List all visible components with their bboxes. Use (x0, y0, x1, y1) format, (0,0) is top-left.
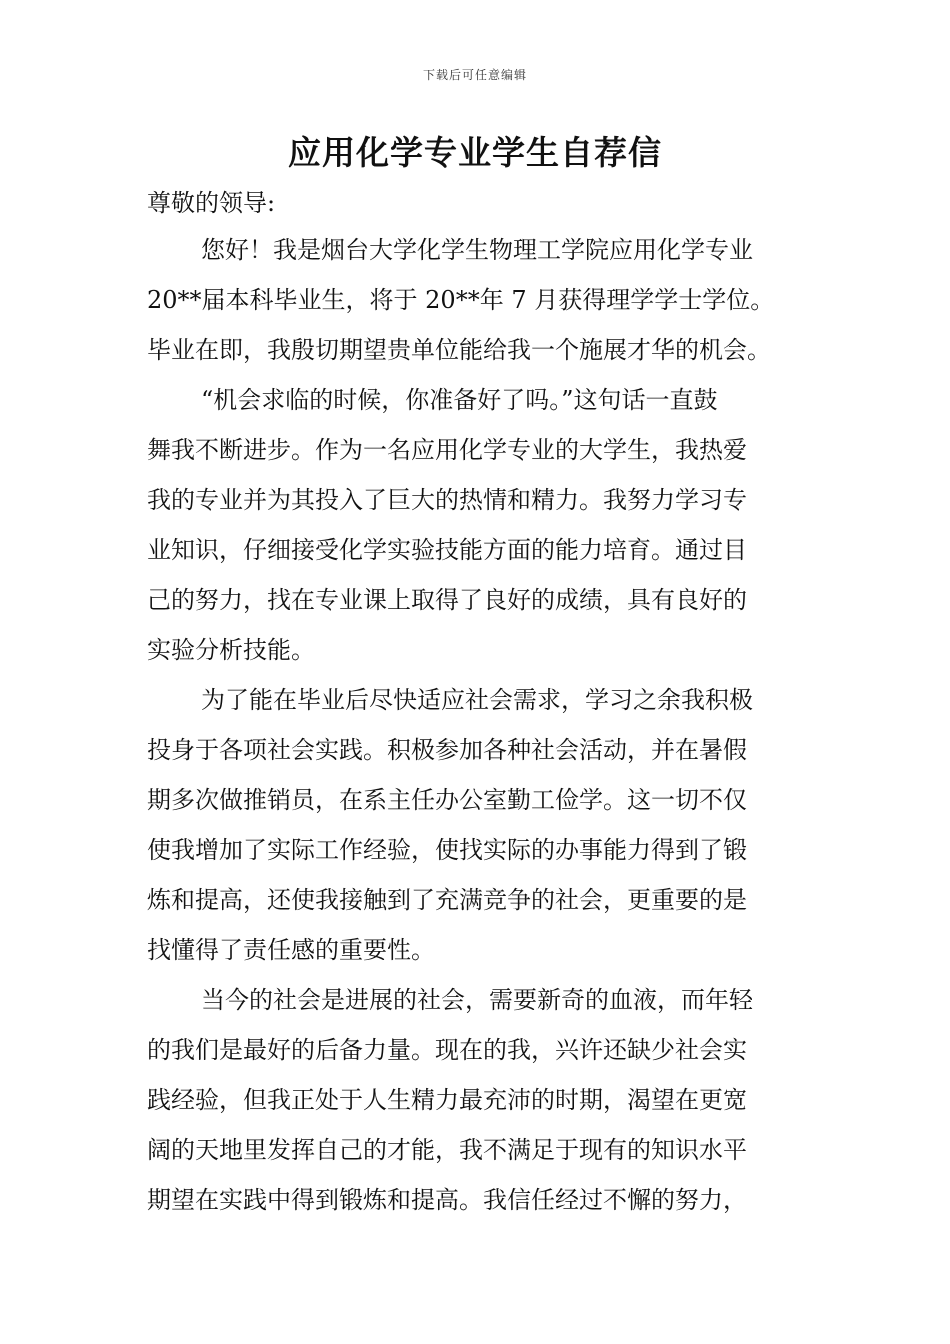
paragraph-line: 践经验，但我正处于人生精力最充沛的时期，渴望在更宽 (147, 1086, 747, 1114)
paragraph-line: 使我增加了实际工作经验，使找实际的办事能力得到了锻 (147, 836, 747, 864)
paragraph-2 (147, 375, 807, 675)
paragraph-line: 阔的天地里发挥自己的才能，我不满足于现有的知识水平 (147, 1136, 747, 1164)
header-note: 下载后可任意编辑 (422, 68, 527, 82)
paragraph-line: 己的努力，找在专业课上取得了良好的成绩，具有良好的 (147, 586, 747, 614)
paragraph-line: “机会求临的时候，你准备好了吗。”这句话一直鼓 (201, 386, 718, 414)
letter-body (147, 225, 807, 1225)
paragraph-line: 期望在实践中得到锻炼和提高。我信任经过不懈的努力， (147, 1186, 747, 1214)
paragraph-line: 期多次做推销员，在系主任办公室勤工俭学。这一切不仅 (147, 786, 747, 814)
paragraph-line: 我的专业并为其投入了巨大的热情和精力。我努力学习专 (147, 486, 747, 514)
paragraph-line: 20**届本科毕业生，将于 20**年 7 月获得理学学士学位。 (147, 286, 775, 314)
salutation: 尊敬的领导: (147, 189, 276, 217)
paragraph-3 (147, 675, 807, 975)
paragraph-line: 当今的社会是进展的社会，需要新奇的血液，而年轻 (201, 986, 753, 1014)
paragraph-line: 为了能在毕业后尽快适应社会需求，学习之余我积极 (201, 686, 753, 714)
paragraph-line: 投身于各项社会实践。积极参加各种社会活动，并在暑假 (147, 736, 747, 764)
paragraph-line: 的我们是最好的后备力量。现在的我，兴许还缺少社会实 (147, 1036, 747, 1064)
paragraph-line: 您好！我是烟台大学化学生物理工学院应用化学专业 (201, 236, 753, 264)
paragraph-line: 舞我不断进步。作为一名应用化学专业的大学生，我热爱 (147, 436, 747, 464)
paragraph-line: 找懂得了责任感的重要性。 (147, 936, 435, 964)
paragraph-line: 炼和提高，还使我接触到了充满竞争的社会，更重要的是 (147, 886, 747, 914)
paragraph-1 (147, 225, 807, 375)
document-title: 应用化学专业学生自荐信 (288, 133, 662, 172)
paragraph-line: 业知识，仔细接受化学实验技能方面的能力培育。通过目 (147, 536, 747, 564)
paragraph-line: 毕业在即，我殷切期望贵单位能给我一个施展才华的机会。 (147, 336, 771, 364)
paragraph-4 (147, 975, 807, 1225)
paragraph-line: 实验分析技能。 (147, 636, 315, 664)
